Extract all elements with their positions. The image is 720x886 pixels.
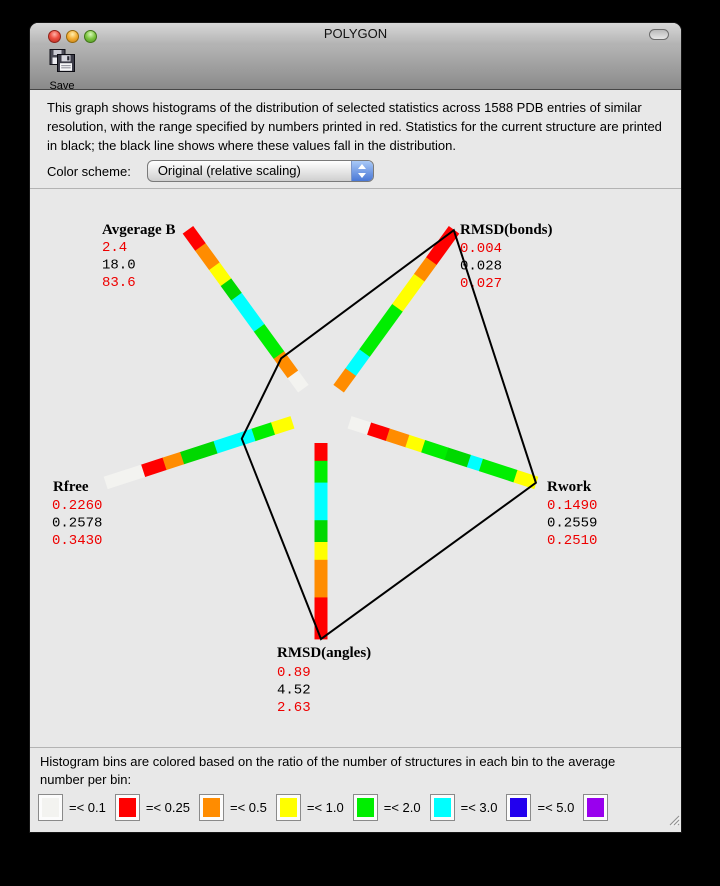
legend-bin-label: =< 5.0 (537, 800, 575, 815)
axis-current-rmsd-angles: 4.52 (277, 682, 311, 699)
axis-label-rfree: Rfree (53, 479, 89, 495)
legend-bin-swatch (276, 794, 301, 821)
axis-current-rwork: 0.2559 (547, 515, 598, 532)
resize-grip[interactable] (667, 813, 680, 831)
legend-bins-row (38, 794, 608, 821)
histogram-bin-segment (421, 440, 449, 460)
legend-bin (199, 794, 267, 821)
histogram-bin-segment (315, 560, 328, 598)
histogram-bin-segment (231, 292, 264, 331)
arrow-down-icon (358, 173, 366, 178)
histogram-bin-segment (104, 465, 145, 490)
axis-histogram-rmsd-bonds (333, 226, 459, 393)
legend-bin (276, 794, 344, 821)
axis-min-rmsd-angles: 0.89 (277, 665, 311, 681)
axis-current-average-b: 18.0 (102, 257, 136, 274)
legend-bin-swatch (115, 794, 140, 821)
axis-max-rmsd-angles: 2.63 (277, 700, 311, 716)
axis-min-rwork: 0.1490 (547, 498, 598, 514)
legend-bin-swatch (199, 794, 224, 821)
save-button[interactable] (43, 48, 81, 92)
axis-min-rfree: 0.2260 (52, 498, 103, 514)
legend-bin-swatch (430, 794, 455, 821)
legend-bin-color (42, 798, 59, 817)
title-bar[interactable] (30, 23, 681, 45)
axis-current-rmsd-bonds: 0.028 (460, 258, 503, 275)
legend-bin-color (587, 798, 604, 817)
window-title: POLYGON (323, 26, 388, 41)
legend-bin-swatch (583, 794, 608, 821)
color-scheme-row (47, 160, 374, 182)
color-scheme-dropdown[interactable] (147, 160, 374, 182)
axis-max-rmsd-bonds: 0.027 (460, 276, 503, 292)
legend-bin (430, 794, 498, 821)
legend-bin (583, 794, 608, 821)
radar-plot-section (30, 189, 681, 747)
histogram-bin-segment (359, 304, 403, 357)
legend-bin-color (510, 798, 527, 817)
legend-bin-label: =< 1.0 (306, 800, 344, 815)
axis-histogram-rwork (348, 416, 539, 489)
histogram-bin-segment (213, 429, 255, 454)
axis-min-average-b: 2.4 (102, 240, 128, 256)
legend-bin-label: =< 0.25 (145, 800, 190, 815)
axis-current-rfree: 0.2578 (52, 515, 103, 532)
axis-label-rmsd-bonds: RMSD(bonds) (460, 222, 553, 238)
legend-bin-swatch (38, 794, 63, 821)
legend-bin (506, 794, 574, 821)
toolbar (30, 45, 681, 90)
save-floppy-icon (49, 48, 76, 79)
histogram-bin-segment (141, 458, 167, 477)
legend-section (30, 748, 681, 832)
histogram-bin-segment (386, 429, 410, 448)
histogram-bin-segment (392, 274, 425, 312)
axis-histogram-rfree (104, 416, 295, 489)
legend-bin-color (119, 798, 136, 817)
save-button-label: Save (49, 80, 75, 92)
legend-bin (38, 794, 106, 821)
histogram-bin-segment (315, 542, 328, 560)
axis-max-rfree: 0.3430 (52, 533, 103, 549)
histogram-bin-segment (315, 520, 328, 542)
legend-bin-label: =< 0.5 (229, 800, 267, 815)
legend-bin-color (434, 798, 451, 817)
legend-bin (353, 794, 421, 821)
histogram-bin-segment (315, 443, 328, 461)
color-scheme-label: Color scheme: (47, 163, 131, 179)
histogram-bin-segment (315, 461, 328, 483)
info-section (30, 91, 681, 188)
legend-bin-swatch (353, 794, 378, 821)
legend-bin-color (203, 798, 220, 817)
toolbar-collapse-button[interactable] (649, 29, 669, 40)
color-scheme-selected: Original (relative scaling) (157, 163, 301, 178)
axis-histogram-average-b (183, 226, 309, 393)
radar-histogram-chart (40, 190, 680, 747)
histogram-bin-segment (271, 416, 295, 435)
legend-bin-color (280, 798, 297, 817)
histogram-bin-segment (444, 448, 471, 468)
histogram-bin-segment (254, 324, 285, 359)
axis-max-average-b: 83.6 (102, 275, 136, 291)
legend-bin-color (357, 798, 374, 817)
histogram-bin-segment (348, 416, 372, 435)
arrow-up-icon (358, 164, 366, 169)
axis-min-rmsd-bonds: 0.004 (460, 241, 503, 257)
legend-bin (115, 794, 190, 821)
axis-histogram-rmsd-angles (315, 443, 328, 639)
legend-bin-label: =< 3.0 (460, 800, 498, 815)
axis-label-rwork: Rwork (547, 479, 592, 495)
axis-label-rmsd-angles: RMSD(angles) (277, 645, 372, 661)
legend-bin-label: =< 0.1 (69, 800, 106, 815)
legend-bin-label: =< 2.0 (383, 800, 421, 815)
description-text: This graph shows histograms of the distribution of selected statistics across 1588 PDB entries of similar resolution, with the range specified by numbers printed in red. Statistics for the current structure are printed in black; the black line shows where these values fall in the distribution. (47, 100, 662, 153)
histogram-bin-segment (251, 422, 275, 441)
histogram-bin-segment (180, 441, 218, 464)
axis-label-average-b: Avgerage B (102, 222, 176, 238)
legend-bin-swatch (506, 794, 531, 821)
histogram-bin-segment (315, 483, 328, 521)
legend-caption: Histogram bins are colored based on the ratio of the number of structures in each bin to the average number per bin: (40, 754, 616, 787)
polygon-window (30, 23, 681, 832)
dropdown-arrows (351, 161, 373, 181)
axis-max-rwork: 0.2510 (547, 533, 598, 549)
histogram-bin-segment (479, 459, 518, 483)
histogram-bin-segment (315, 597, 328, 639)
